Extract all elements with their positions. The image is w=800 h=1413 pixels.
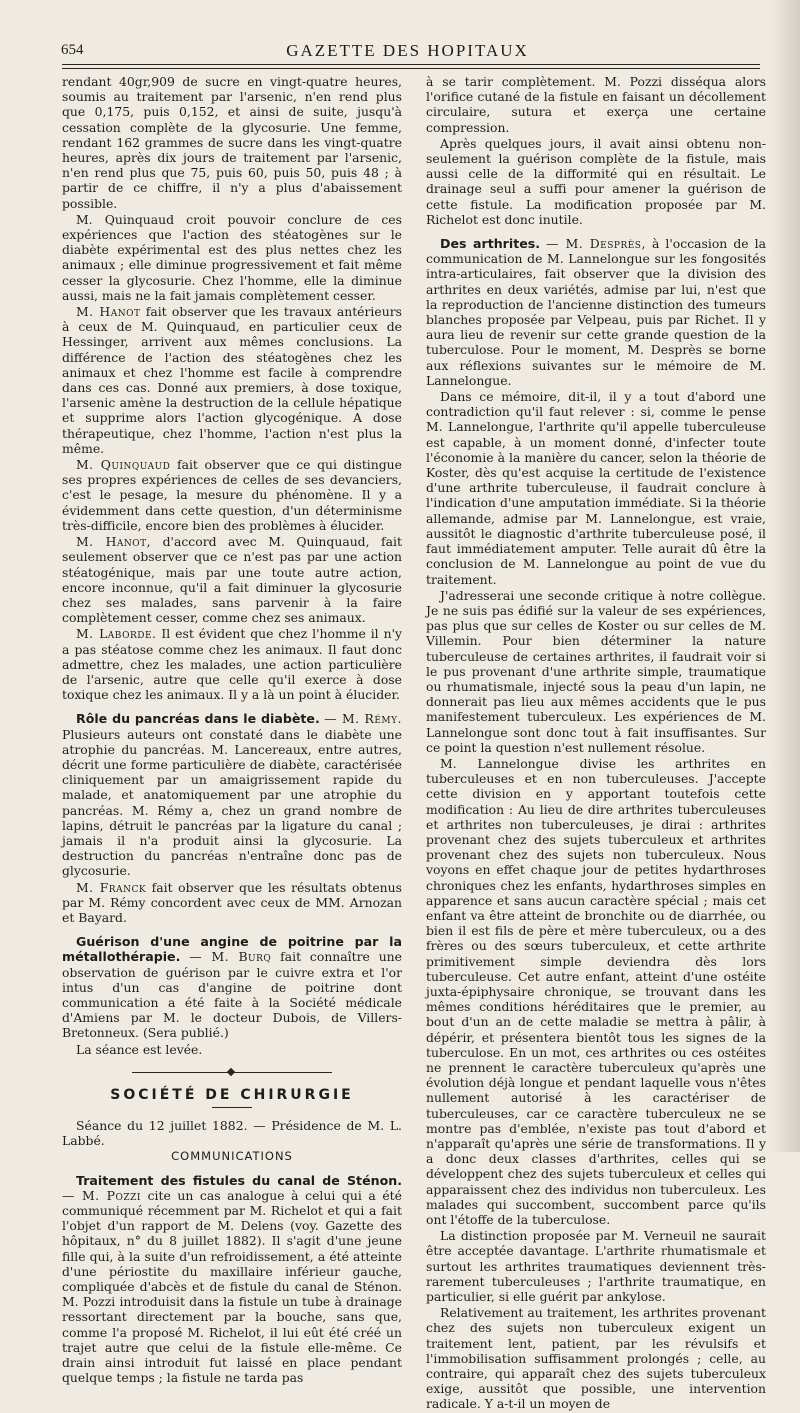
page-number: 654 bbox=[61, 42, 84, 58]
paragraph: La distinction proposée par M. Verneuil ne saurait être acceptée davantage. L'arthrite rhumatismale et surtout les arthrites traumatiques deviennent très-rarement tuberculeuses ; l'arthrite traumatique, en particulier, si elle guérit par ankylose. bbox=[426, 1228, 766, 1305]
paragraph-text: fait observer que les travaux antérieurs à ceux de M. Quinquaud, en particulier ceux de Hessinger, arrivent aux mêmes conclusions. La différence de l'action des stéatogènes chez les animaux et chez l'homme est facile à comprendre dans ces cas. Donné aux premiers, à dose toxique, l'arsenic amène la destruction de la cellule hépatique et supprime alors l'action glycogénique. A dose thérapeutique, chez l'homme, l'action n'est plus la même. bbox=[62, 304, 402, 456]
paragraph-text: Il est évident que chez l'homme il n'y a pas stéatose comme chez les animaux. Il faut donc admettre, chez les malades, une action particulière de l'arsenic, autre que celle qu'il exerce à dose toxique chez les animaux. Il y a là un point à élucider. bbox=[62, 626, 402, 703]
header-rule-thin bbox=[62, 68, 760, 69]
section-heading: Des arthrites. bbox=[440, 236, 541, 252]
seance-line: Séance du 12 juillet 1882. — Présidence de M. L. Labbé. bbox=[62, 1118, 402, 1149]
paragraph: La séance est levée. bbox=[76, 1041, 203, 1057]
header-rule-thick bbox=[62, 64, 760, 65]
paragraph: J'adresserai une seconde critique à notre collègue. Je ne suis pas édifié sur la valeur de ses expériences, pas plus que sur celles de Koster ou sur celles de M. Villemin. Pour bien déterminer la nature tuberculeuse de certaines arthrites, il faudrait voir si le pus provenant d'une arthrite simple, traumatique ou rhumatismale, injecté sous la peau d'un lapin, ne donnerait pas lieu aux mêmes accidents que le pus manifestement tuberculeux. Les expériences de M. Lannelongue sont donc tout à fait insuffisantes. Sur ce point la question n'est nullement résolue. bbox=[426, 587, 766, 755]
paragraph-text: Plusieurs auteurs ont constaté dans le diabète une atrophie du pancréas. M. Lancereaux, entre autres, décrit une forme particulière de diabète, caractérisée cliniquement par un amaigrissement rapide du malade, et anatomiquement par une atrophie du pancréas. M. Rémy a, chez un grand nombre de lapins, détruit le pancréas par la ligature du canal ; jamais il n'a produit ainsi la glycosurie. La destruction du pancréas n'entraîne donc pas de glycosurie. bbox=[62, 726, 402, 879]
paragraph: M. Lannelongue divise les arthrites en tuberculeuses et en non tuberculeuses. J'accepte cette division en y apportant toutefois cette modification : Au lieu de dire arthrites tuberculeuses et arthrites non tuberculeuses, je dirai : arthrites provenant chez des sujets tuberculeux et arthrites provenant chez des sujets non tuberculeux. Nous voyons en effet chaque jour de petites hydarthroses chroniques chez les enfants, hydarthroses simples en apparence et sans aucun caractère spécial ; mais cet enfant va être atteint de bronchite ou de diarrhée, ou bien il est fils de père et mère tuberculeux, ou a des frères ou des sœurs tuberculeux, et cette arthrite primitivement simple deviendra dès lors tuberculeuse. Cet autre enfant, atteint d'une ostéite juxta-épiphysaire chronique, se trouvant dans les mêmes conditions héréditaires que le premier, au bout d'un an de cette maladie se mettra à pâlir, à dépérir, et présentera bientôt tous les signes de la tuberculose. En un mot, ces arthrites ou ces ostéites ne prennent le caractère tuberculeux qu'après une évolution déjà longue et pendant laquelle vous n'êtes nullement autorisé à les caractériser de tuberculeuses, car ce caractère tuberculeux ne se montre pas d'emblée, n'existe pas tout d'abord et n'apparaît qu'après une série de transformations. Il y a donc deux classes d'arthrites, celles qui se développent chez des sujets tuberculeux et celles qui apparaissent chez des individus non tuberculeux. Les malades qui succombent, succombent parce qu'ils ont l'étoffe de la tuberculose. bbox=[426, 755, 766, 1228]
paragraph: à se tarir complètement. M. Pozzi disséqua alors l'orifice cutané de la fistule en faisant un décollement circulaire, sutura et exerça une certaine compression. bbox=[426, 74, 766, 135]
speaker-name: M. Franck bbox=[76, 879, 147, 895]
paragraph bbox=[62, 457, 402, 533]
paragraph: Relativement au traitement, les arthrites provenant chez des sujets non tuberculeux exigent un traitement lent, patient, par les révulsifs et l'immobilisation suffisamment prolongés ; celle, au contraire, qui apparaît chez des sujets tuberculeux exige, aussitôt que possible, une intervention radicale. Y a-t-il un moyen de bbox=[426, 1305, 766, 1412]
paragraph: M. Quinquaud croit pouvoir conclure de ces expériences que l'action des stéatogènes sur le diabète expérimental est des plus nettes chez les animaux ; elle diminue progressivement et fait même cesser la glycosurie. Chez l'homme, elle la diminue aussi, mais ne la fait jamais complètement cesser. bbox=[62, 211, 402, 303]
speaker-name: M. Laborde. bbox=[76, 626, 157, 642]
paragraph bbox=[62, 304, 402, 456]
paragraph: Dans ce mémoire, dit-il, il y a tout d'abord une contradiction qu'il faut relever : si, comme le pense M. Lannelongue, l'arthrite qu'il appelle tuberculeuse est capable, à un moment donné, d'infecter toute l'économie à la manière du cancer, selon la théorie de Koster, dès qu'est acquise la certitude de l'existence d'une arthrite tuberculeuse, il faudrait conclure à l'indication d'une amputation immédiate. Si la théorie allemande, admise par M. Lannelongue, est vraie, aussitôt le diagnostic d'arthrite tuberculeuse posé, il faut immédiatement amputer. Telle aurait dû être la conclusion de M. Lannelongue au point de vue du traitement. bbox=[426, 389, 766, 587]
paragraph bbox=[62, 711, 402, 878]
speaker-name: M. Hanot bbox=[76, 304, 141, 320]
section-divider bbox=[132, 1068, 332, 1076]
paragraph: Après quelques jours, il avait ainsi obtenu non-seulement la guérison complète de la fistule, mais aussi celle de la difformité qui en résultait. Le drainage seul a suffi pour amener la guérison de cette fistule. La modification proposée par M. Richelot est donc inutile. bbox=[426, 135, 766, 227]
paragraph-text: fait observer que les résultats obtenus par M. Rémy concordent avec ceux de MM. Arnozan et Bayard. bbox=[62, 879, 402, 925]
page-header bbox=[55, 40, 760, 62]
paragraph: rendant 40gr,909 de sucre en vingt-quatre heures, soumis au traitement par l'arsenic, n'en rend plus que 0,175, puis 0,152, et ainsi de suite, jusqu'à cessation complète de la glycosurie. Une femme, rendant 162 grammes de sucre dans les vingt-quatre heures, après dix jours de traitement par l'arsenic, n'en rend plus que 75, puis 60, puis 50, puis 48 ; à partir de ce chiffre, il n'y a plus d'abaissement possible. bbox=[62, 74, 402, 211]
speaker-name: — M. Burq bbox=[189, 949, 272, 965]
diamond-ornament-icon bbox=[226, 1068, 238, 1076]
paragraph bbox=[62, 534, 402, 625]
speaker-name: M. Quinquaud bbox=[76, 457, 171, 473]
paragraph bbox=[62, 1173, 402, 1386]
journal-title: GAZETTE DES HOPITAUX bbox=[286, 41, 529, 60]
paragraph-text: d'accord avec M. Quinquaud, fait seulement observer que ce n'est pas par une action stéatogénique, mais par une toute autre action, encore inconnue, qu'il a fait diminuer la glycosurie chez ses malades, sans parvenir à la faire complètement cesser, comme chez ses animaux. bbox=[62, 534, 402, 626]
section-heading: Guérison d'une angine de poitrine par la métallothérapie. bbox=[62, 934, 402, 965]
paragraph bbox=[426, 236, 766, 388]
speaker-name: — M. Rémy. bbox=[324, 711, 402, 727]
section-title: SOCIÉTÉ DE CHIRURGIE bbox=[110, 1086, 354, 1103]
left-column bbox=[62, 74, 402, 1386]
paragraph-text: à l'occasion de la communication de M. Lannelongue sur les fongosités intra-articulaires, fait observer que la division des arthrites en deux variétés, admise par lui, n'est que la reproduction de l'ancienne distinction des tumeurs blanches proposée par Velpeau, puis par Richet. Il y aura lieu de revenir sur cette grande question de la tuberculose. Pour le moment, M. Desprès se borne aux réflexions suivantes sur le mémoire de M. Lannelongue. bbox=[426, 236, 766, 388]
speaker-name: M. Hanot, bbox=[76, 534, 152, 550]
paragraph-text: fait observer que ce qui distingue ses propres expériences de celles de ses devanciers, c'est le pesage, la mesure du phénomène. Il y a évidemment dans cette question, d'un déterminisme très-difficile, encore bien des problèmes à élucider. bbox=[62, 457, 402, 533]
section-heading: Traitement des fistules du canal de Sténon. bbox=[76, 1172, 402, 1188]
page-edge-shadow bbox=[770, 0, 800, 1152]
speaker-name: — M. Pozzi bbox=[62, 1187, 141, 1203]
section-heading: Rôle du pancréas dans le diabète. bbox=[76, 711, 320, 727]
right-column bbox=[426, 74, 766, 1413]
speaker-name: — M. Desprès, bbox=[546, 236, 646, 252]
paragraph-text: cite un cas analogue à celui qui a été communiqué récemment par M. Richelot et qui a fait l'objet d'un rapport de M. Delens (voy. Gazette des hôpitaux, n° du 8 juillet 1882). Il s'agit d'une jeune fille qui, à la suite d'un refroidissement, a été atteinte d'une périostite du maxillaire inférieur gauche, compliquée d'abcès et de fistule du canal de Sténon. M. Pozzi introduisit dans la fistule un tube à drainage ressortant directement par la bouche, sans que, comme l'a proposé M. Richelot, il lui eût été créé un trajet autre que celui de la fistule elle-même. Ce drain ainsi introduit fut laissé en place pendant quelque temps ; la fistule ne tarda pas bbox=[62, 1187, 402, 1386]
paragraph bbox=[62, 626, 402, 702]
subsection-title: COMMUNICATIONS bbox=[171, 1149, 293, 1164]
short-rule bbox=[212, 1107, 252, 1108]
paragraph bbox=[62, 934, 402, 1040]
paragraph-text: fait connaître une observation de guérison par le cuivre extra et l'or intus d'un cas d'angine de poitrine dont communication a été faite à la Société médicale d'Amiens par M. le docteur Dubois, de Villers-Bretonneux. (Sera publié.) bbox=[62, 949, 402, 1041]
paragraph bbox=[62, 880, 402, 926]
